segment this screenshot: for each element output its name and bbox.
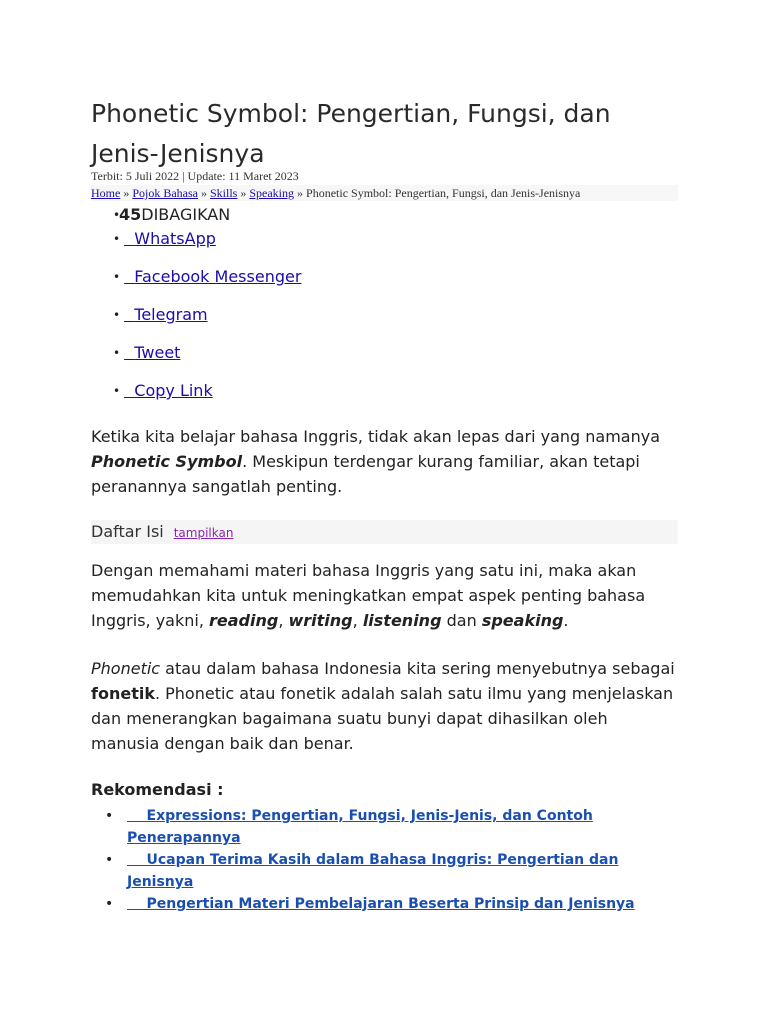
share-item-facebook-messenger bbox=[91, 266, 301, 304]
share-telegram-link[interactable] bbox=[124, 305, 207, 324]
share-item-tweet bbox=[91, 342, 301, 380]
recommendation-item bbox=[91, 893, 678, 915]
breadcrumb-skills[interactable]: Skills bbox=[210, 186, 238, 200]
breadcrumb bbox=[91, 185, 678, 201]
share-count-label: DIBAGIKAN bbox=[141, 205, 231, 224]
paragraph-phonetic-end: . Phonetic atau fonetik adalah salah satu ilmu yang menjelaskan dan menerangkan bagaimana suatu bunyi dapat dihasilkan oleh manusia dengan baik dan benar. bbox=[91, 684, 674, 753]
share-telegram-label: Telegram bbox=[134, 305, 208, 324]
share-whatsapp-link[interactable] bbox=[124, 229, 216, 248]
fonetik-bold: fonetik bbox=[91, 684, 155, 703]
share-facebook-messenger-label: Facebook Messenger bbox=[134, 267, 302, 286]
recommendation-item bbox=[91, 849, 678, 893]
intro-text: Ketika kita belajar bahasa Inggris, tidak akan lepas dari yang namanya bbox=[91, 427, 661, 446]
share-copy-link-label: Copy Link bbox=[134, 381, 213, 400]
share-tweet-link[interactable] bbox=[124, 343, 180, 362]
breadcrumb-separator: » bbox=[201, 186, 207, 200]
breadcrumb-current: Phonetic Symbol: Pengertian, Fungsi, dan Jenis-Jenisnya bbox=[306, 186, 581, 200]
recommendation-link-expressions[interactable] bbox=[127, 808, 593, 846]
breadcrumb-speaking[interactable]: Speaking bbox=[249, 186, 295, 200]
toc-toggle-link[interactable]: tampilkan bbox=[173, 526, 234, 540]
recommendation-link-materi[interactable] bbox=[127, 896, 635, 912]
recommendation-link-ucapan[interactable] bbox=[127, 852, 618, 890]
intro-emphasis: Phonetic Symbol bbox=[91, 452, 243, 471]
paragraph-phonetic-text: atau dalam bahasa Indonesia kita sering menyebutnya sebagai bbox=[160, 659, 675, 678]
skill-reading: reading bbox=[209, 611, 279, 630]
share-copy-link[interactable] bbox=[124, 381, 213, 400]
separator-text: , bbox=[352, 611, 363, 630]
recommendation-link-text: Expressions: Pengertian, Fungsi, Jenis-Jenis, dan Contoh Penerapannya bbox=[127, 808, 593, 846]
skill-listening: listening bbox=[362, 611, 442, 630]
share-item-whatsapp bbox=[91, 228, 301, 266]
period-text: . bbox=[563, 611, 569, 630]
separator-text: dan bbox=[441, 611, 482, 630]
share-item-telegram bbox=[91, 304, 301, 342]
breadcrumb-separator: » bbox=[240, 186, 247, 200]
recommendation-link-text: Ucapan Terima Kasih dalam Bahasa Inggris: Pengertian dan Jenisnya bbox=[127, 852, 619, 890]
paragraph-phonetic bbox=[91, 656, 678, 756]
toc-label: Daftar Isi bbox=[91, 522, 164, 541]
page-title: Phonetic Symbol: Pengertian, Fungsi, dan Jenis-Jenisnya bbox=[91, 99, 611, 168]
paragraph-aspects-text: Dengan memahami materi bahasa Inggris yang satu ini, maka akan memudahkan kita untuk meningkatkan empat aspek penting bahasa Inggris, yakni, bbox=[91, 561, 646, 630]
share-list bbox=[91, 204, 301, 418]
skill-writing: writing bbox=[288, 611, 353, 630]
table-of-contents bbox=[91, 520, 678, 544]
skill-speaking: speaking bbox=[481, 611, 564, 630]
recommendation-list bbox=[91, 805, 678, 915]
share-facebook-messenger-link[interactable] bbox=[124, 267, 301, 286]
share-count-number: 45 bbox=[119, 205, 142, 224]
intro-paragraph bbox=[91, 424, 678, 499]
separator-text: , bbox=[278, 611, 289, 630]
share-whatsapp-label: WhatsApp bbox=[134, 229, 216, 248]
recommendation-link-text: Pengertian Materi Pembelajaran Beserta Prinsip dan Jenisnya bbox=[146, 896, 635, 912]
breadcrumb-home[interactable]: Home bbox=[91, 186, 121, 200]
intro-text-end: . Meskipun terdengar kurang familiar, akan tetapi peranannya sangatlah penting. bbox=[91, 452, 640, 496]
share-item-copy-link bbox=[91, 380, 301, 418]
breadcrumb-separator: » bbox=[297, 186, 304, 200]
breadcrumb-pojok-bahasa[interactable]: Pojok Bahasa bbox=[132, 186, 198, 200]
recommendation-item bbox=[91, 805, 678, 849]
breadcrumb-separator: » bbox=[123, 186, 130, 200]
recommendation-title: Rekomendasi : bbox=[91, 780, 224, 799]
publish-meta: Terbit: 5 Juli 2022 | Update: 11 Maret 2023 bbox=[91, 169, 299, 183]
share-tweet-label: Tweet bbox=[134, 343, 181, 362]
share-count bbox=[91, 204, 301, 228]
phonetic-italic: Phonetic bbox=[91, 659, 161, 678]
paragraph-aspects bbox=[91, 558, 678, 633]
